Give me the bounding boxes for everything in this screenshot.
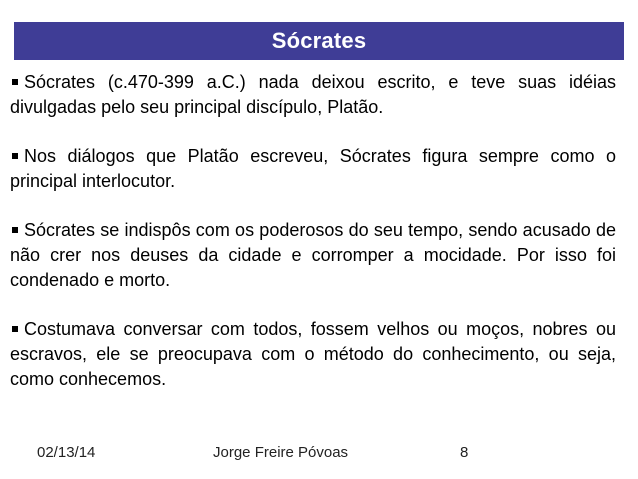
bullet-item — [10, 317, 616, 392]
footer-page-number: 8 — [460, 444, 469, 461]
title-bar — [14, 22, 624, 60]
bullet-text: Sócrates (c.470-399 a.C.) nada deixou escrito, e teve suas idéias divulgadas pelo seu principal discípulo, Platão. — [10, 72, 616, 117]
footer-date: 02/13/14 — [37, 444, 96, 461]
bullet-square-icon — [12, 326, 18, 332]
slide-footer — [0, 444, 638, 466]
slide-title: Sócrates — [271, 28, 367, 53]
bullet-square-icon — [12, 153, 18, 159]
slide-content — [10, 70, 616, 416]
bullet-square-icon — [12, 227, 18, 233]
bullet-text: Costumava conversar com todos, fossem velhos ou moços, nobres ou escravos, ele se preocupava com o método do conhecimento, ou seja, como conhecemos. — [10, 319, 616, 389]
bullet-item — [10, 218, 616, 293]
bullet-text: Nos diálogos que Platão escreveu, Sócrates figura sempre como o principal interlocutor. — [10, 146, 616, 191]
bullet-text: Sócrates se indispôs com os poderosos do seu tempo, sendo acusado de não crer nos deuses da cidade e corromper a mocidade. Por isso foi condenado e morto. — [10, 220, 616, 290]
bullet-item — [10, 70, 616, 120]
bullet-square-icon — [12, 79, 18, 85]
footer-author: Jorge Freire Póvoas — [213, 444, 349, 461]
bullet-item — [10, 144, 616, 194]
